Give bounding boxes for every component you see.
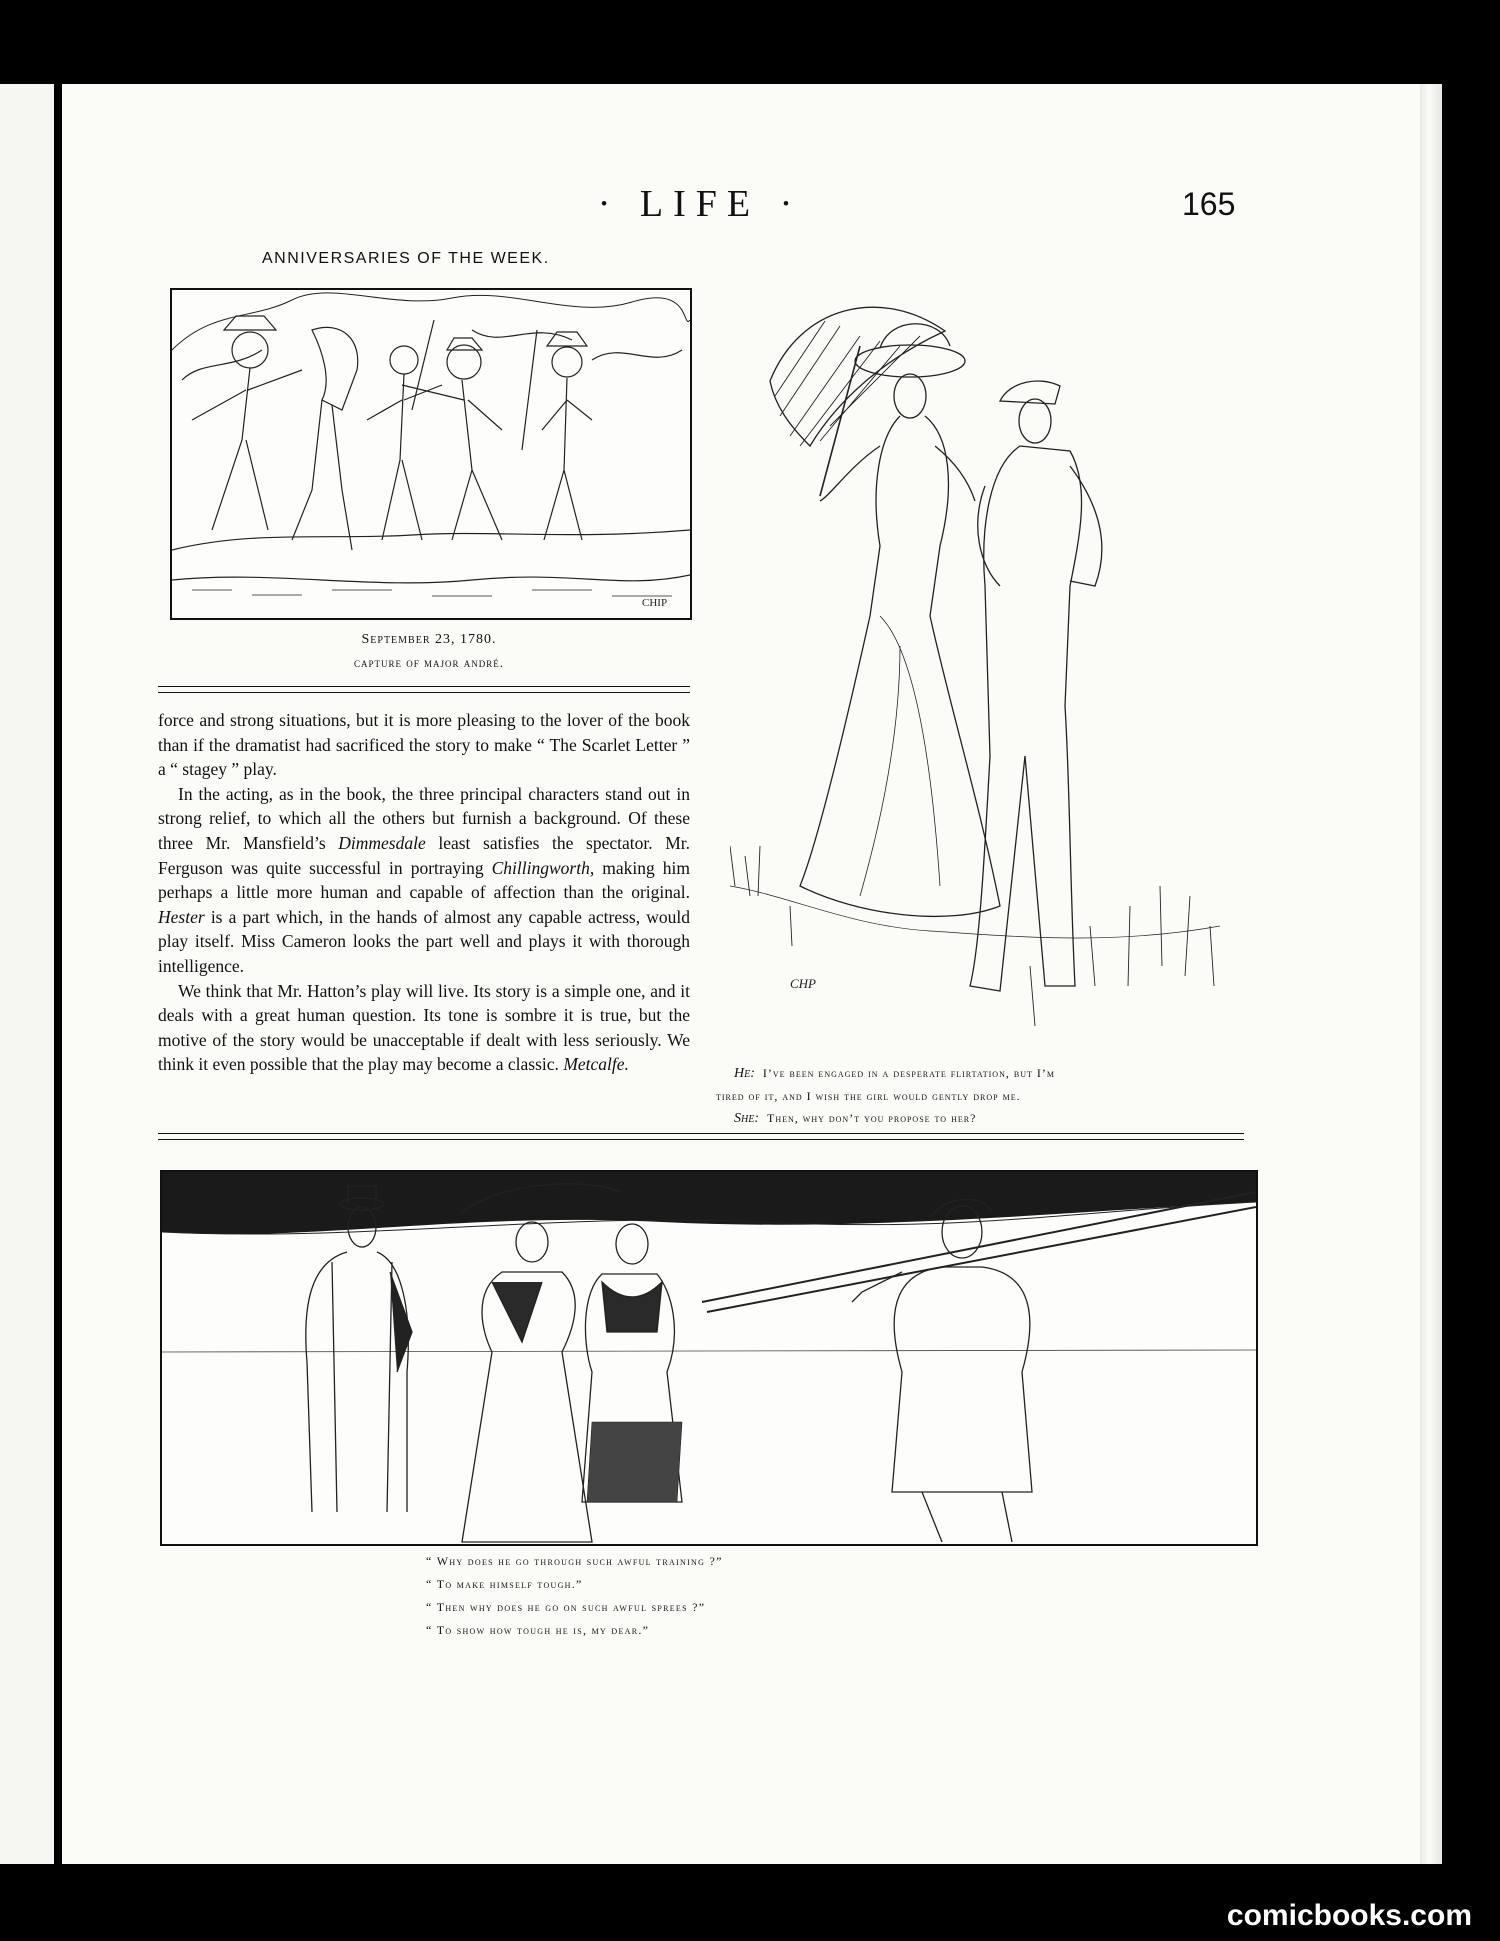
- he-line-1: [716, 1062, 1256, 1085]
- flirtation-drawing: [730, 286, 1220, 1056]
- adjacent-page-edge: [0, 84, 54, 1864]
- training-illustration: [160, 1170, 1258, 1546]
- andre-caption-date: September 23, 1780.: [361, 632, 497, 647]
- paragraph-text: , making him perhaps a little more human and capable of affection than the original.: [158, 857, 690, 903]
- he-text-1: I’ve been engaged in a desperate flirtation, but I’m: [762, 1066, 1055, 1080]
- she-line: [716, 1107, 1256, 1130]
- andre-signature: CHIP: [642, 597, 668, 609]
- anniversaries-title: ANNIVERSARIES OF THE WEEK.: [262, 250, 550, 267]
- character-name-chillingworth: Chillingworth: [491, 857, 590, 878]
- section-rule: [158, 686, 690, 693]
- she-label: She:: [734, 1111, 759, 1126]
- andre-capture-illustration: [170, 288, 692, 620]
- training-line-3: “ Then why does he go on such awful sprees ?”: [426, 1600, 706, 1614]
- character-name-dimmesdale: Dimmesdale: [338, 832, 426, 853]
- article-author: Metcalfe.: [563, 1054, 629, 1075]
- training-drawing: [162, 1172, 1256, 1544]
- site-watermark: comicbooks.com: [1226, 1899, 1472, 1932]
- flirtation-caption: [716, 1062, 1256, 1130]
- flirtation-signature: CHP: [790, 976, 816, 991]
- paragraph-text: least satisfies the spectator. Mr. Ferguson was quite successful in portraying: [158, 832, 690, 878]
- he-label: He:: [734, 1066, 755, 1081]
- andre-caption-title: capture of major andré.: [353, 655, 505, 670]
- he-line-2: tired of it, and I wish the girl would gently drop me.: [716, 1089, 1021, 1103]
- paragraph-text: We think that Mr. Hatton’s play will live. Its story is a simple one, and it deals with a great human question. Its tone is sombre it is true, but the motive of the story would be unacceptable if dealt with less seriously. We think it even possible that the play may become a classic.: [158, 980, 690, 1075]
- bottom-section-rule: [158, 1133, 1244, 1140]
- article-body: [158, 708, 690, 1077]
- page-edge: [1420, 84, 1442, 1864]
- she-text: Then, why don’t you propose to her?: [767, 1111, 977, 1125]
- training-line-2: “ To make himself tough.”: [426, 1577, 583, 1591]
- training-line-4: “ To show how tough he is, my dear.”: [426, 1623, 650, 1637]
- character-name-hester: Hester: [158, 906, 205, 927]
- andre-capture-drawing: [172, 290, 690, 618]
- paragraph-text: is a part which, in the hands of almost any capable actress, would play itself. Miss Cameron looks the part well and plays it with thorough intelligence.: [158, 906, 690, 976]
- training-line-1: “ Why does he go through such awful training ?”: [426, 1554, 723, 1568]
- article-paragraph-3: [158, 979, 690, 1077]
- article-paragraph-1: force and strong situations, but it is more pleasing to the lover of the book than if the dramatist had sacrificed the story to make “ The Scarlet Letter ” a “ stagey ” play.: [158, 710, 690, 780]
- training-caption: [426, 1550, 1026, 1642]
- masthead: · LIFE ·: [597, 183, 803, 225]
- article-paragraph-2: [158, 782, 690, 979]
- paragraph-text: In the acting, as in the book, the three principal characters stand out in strong relief, to which all the others but furnish a background. Of these three Mr. Mansfield’s: [158, 783, 690, 853]
- page-number: 165: [1182, 186, 1236, 222]
- flirtation-illustration: [730, 286, 1220, 1056]
